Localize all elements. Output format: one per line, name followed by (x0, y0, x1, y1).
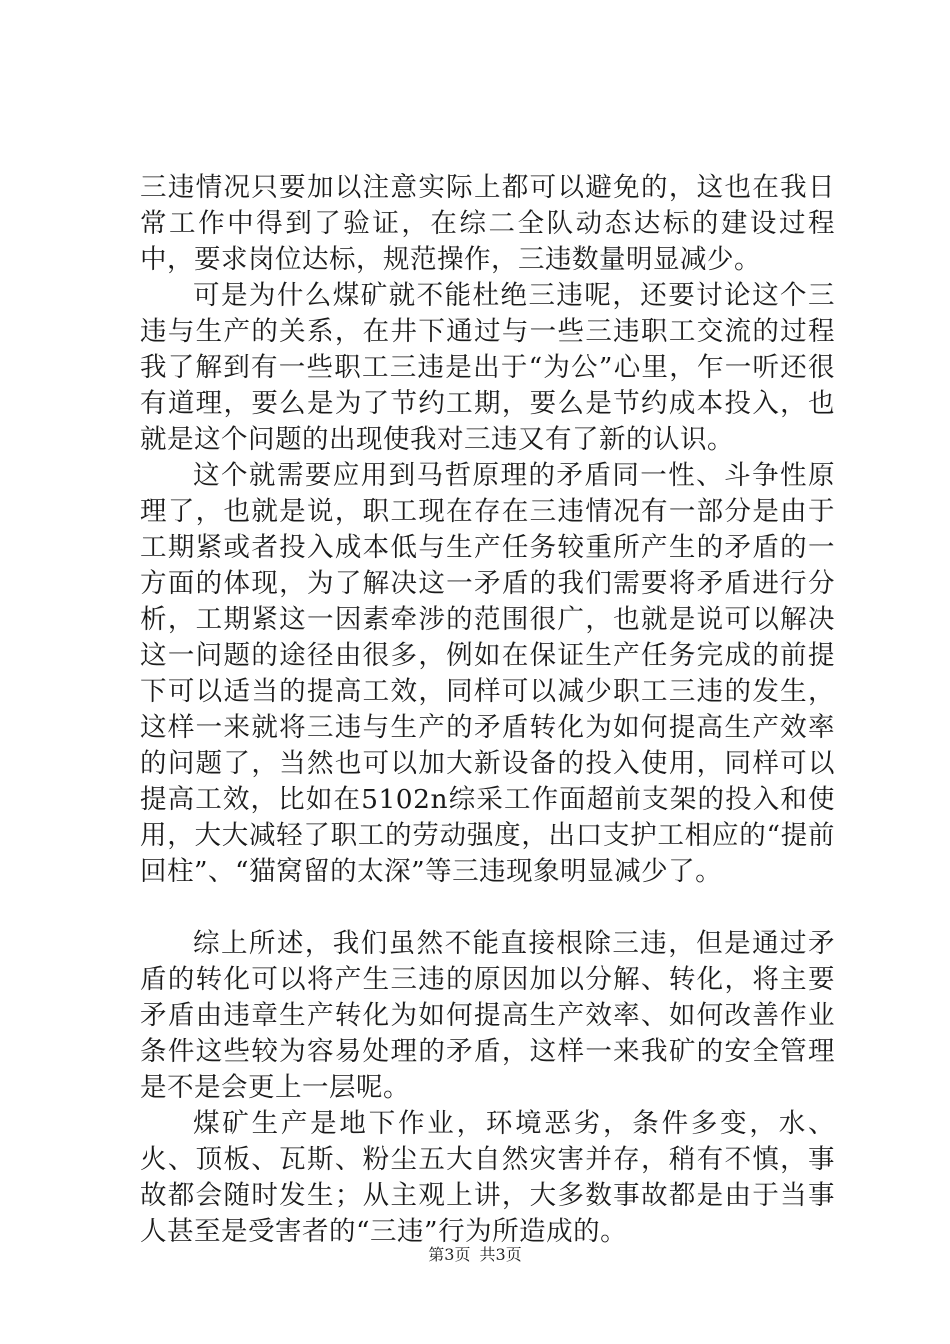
document-body (140, 170, 835, 1250)
paragraph-gap (140, 890, 835, 926)
paragraph-1: 三违情况只要加以注意实际上都可以避免的，这也在我日常工作中得到了验证，在综二全队动态达标的建设过程中，要求岗位达标，规范操作，三违数量明显减少。 (140, 172, 835, 275)
paragraph-4: 综上所述，我们虽然不能直接根除三违，但是通过矛盾的转化可以将产生三违的原因加以分解、转化，将主要矛盾由违章生产转化为如何提高生产效率、如何改善作业条件这些较为容易处理的矛盾，这样一来我矿的安全管理是不是会更上一层呢。 (140, 928, 835, 1103)
page-footer (0, 1244, 950, 1266)
paragraph-2: 可是为什么煤矿就不能杜绝三违呢，还要讨论这个三违与生产的关系，在井下通过与一些三违职工交流的过程我了解到有一些职工三违是出于“为公”心里，乍一听还很有道理，要么是为了节约工期，要么是节约成本投入，也就是这个问题的出现使我对三违又有了新的认识。 (140, 280, 835, 455)
paragraph-3: 这个就需要应用到马哲原理的矛盾同一性、斗争性原理了，也就是说，职工现在存在三违情况有一部分是由于工期紧或者投入成本低与生产任务较重所产生的矛盾的一方面的体现，为了解决这一矛盾的我们需要将矛盾进行分析，工期紧这一因素牵涉的范围很广，也就是说可以解决这一问题的途径由很多，例如在保证生产任务完成的前提下可以适当的提高工效，同样可以减少职工三违的发生，这样一来就将三违与生产的矛盾转化为如何提高生产效率的问题了，当然也可以加大新设备的投入使用，同样可以提高工效，比如在5102n综采工作面超前支架的投入和使用，大大减轻了职工的劳动强度，出口支护工相应的“提前回柱”、“猫窝留的太深”等三违现象明显减少了。 (140, 460, 835, 887)
page-total: 共3页 (479, 1245, 522, 1264)
paragraph-5: 煤矿生产是地下作业，环境恶劣，条件多变，水、火、顶板、瓦斯、粉尘五大自然灾害并存，稍有不慎，事故都会随时发生；从主观上讲，大多数事故都是由于当事人甚至是受害者的“三违”行为所造成的。 (140, 1108, 835, 1247)
page-number: 第3页 (428, 1245, 471, 1264)
